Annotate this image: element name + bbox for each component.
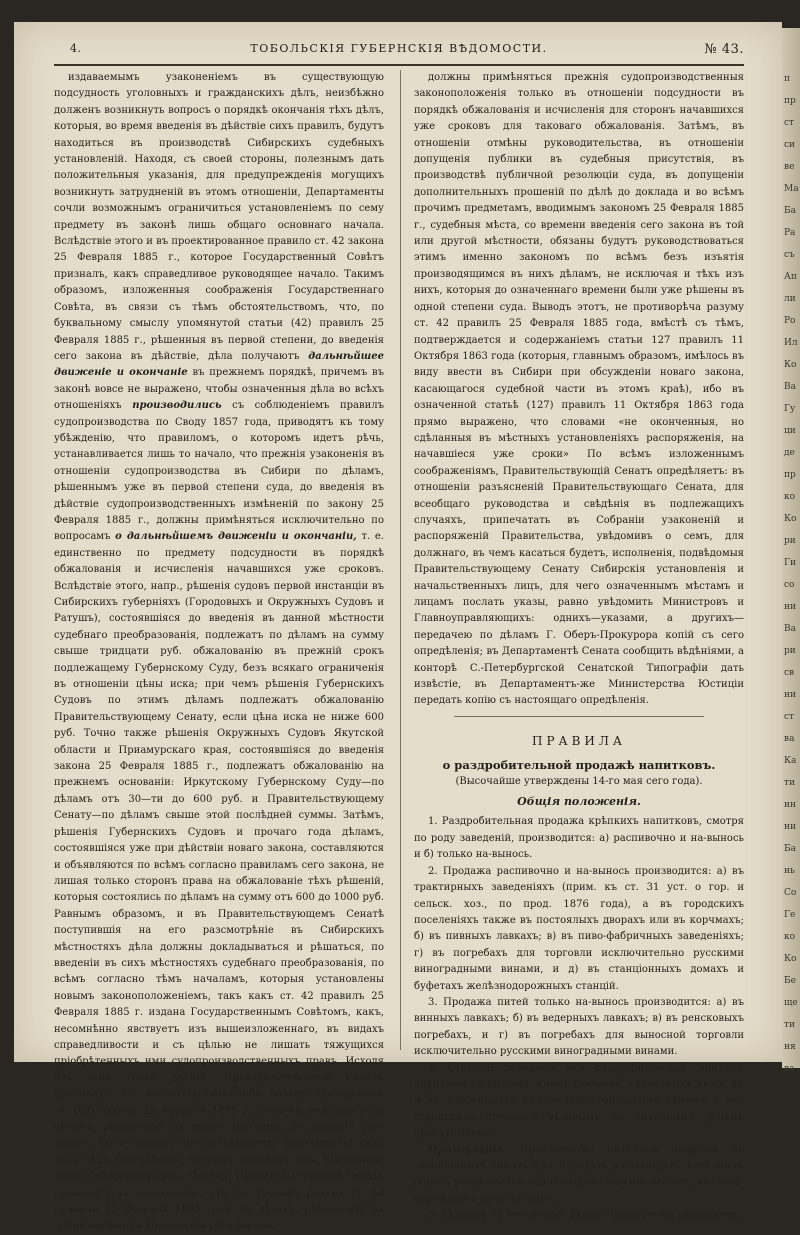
edge-fragment: Ко	[784, 360, 797, 370]
rule-item-2: 2. Продажа распивочно и на-вынось производится: а) въ трактирныхъ заведеніяхъ (прим. къ ст. 31 уст. о гор. и сельск. хоз., по прод. 1876 года), а въ городскихъ поселеніяхъ также въ постоялыхъ дворахъ или въ корчмахъ; б) въ пивныхъ лавкахъ; в) въ пиво-фабричныхъ заведеніяхъ; г) въ погребахъ для торговли исключительно русскими виноградными винами, и д) въ станціонныхъ домахъ и буфетахъ желѣзнодорожныхъ станцій.	[414, 865, 744, 992]
edge-fragment: Ко	[784, 954, 797, 964]
header-rule	[54, 64, 744, 66]
rule-item-4: 4. Открытіе заведеній для раздробительной торговли крѣпкими напитками, кромѣ случаевъ, указанныхъ въ ст. 49 и 50, разрѣшается въ городахъ—городскими думами, а внѣ городскихъ поселеній—уѣзднымъ по питейнымъ дѣламъ присутствіямъ.	[414, 1062, 744, 1140]
edge-fragment: ст	[784, 118, 795, 128]
edge-fragment: де	[784, 448, 795, 458]
edge-fragment: нь	[784, 866, 795, 876]
left-paragraph	[54, 70, 384, 1235]
edge-fragment: ва	[784, 734, 795, 744]
edge-fragment: ня	[784, 1042, 796, 1052]
rule-note	[414, 1143, 744, 1209]
rules-heading: ПРАВИЛА	[531, 733, 626, 748]
newspaper-page	[14, 22, 782, 1232]
left-text-3: съ соблюденіемъ правилъ судопроизводства по Своду 1857 года, приводятъ къ тому убѣжденію, что правиломъ, о которомъ идетъ рѣчь, устанавливается лишь то начало, что прежнія узаконенія въ отношеніи судопроизводства въ Сибири по дѣламъ, рѣшеннымъ уже въ первой степени суда, до введенія въ дѣйствіе судопроизводственныхъ измѣненій по закону 25 Февраля 1885 г., должны примѣняться исключительно по вопросамъ	[54, 400, 384, 543]
note-label: Примѣчаніе.	[428, 1144, 507, 1156]
column-divider	[400, 70, 401, 1050]
right-paragraph: должны примѣняться прежнія судопроизводственныя законоположенія только въ отношеніи подсудности въ порядкѣ обжалованія и исчисленія для сторонъ начавшихся уже сроковъ для таковаго обжалованія. Затѣмъ, въ отношеніи отмѣны руководительства, въ отношеніи допущенія публики въ судебныя присутствія, въ производствѣ публичной резолюціи суда, въ допущеніи дополнительныхъ прошеній по дѣлѣ до доклада и во всѣмъ прочимъ предметамъ, вводимымъ закономъ 25 Февраля 1885 г., судебныя мѣста, со времени введенія сего закона въ той или другой мѣстности, обязаны будутъ руководствоваться этимъ именно закономъ по всѣмъ безъ изъятія производящимся въ нихъ дѣламъ, не исключая и тѣхъ изъ нихъ, которыя до означеннаго времени были уже рѣшены въ одной степени суда. Выводъ этотъ, не противорѣча разуму ст. 42 правилъ 25 Февраля 1885 года, вмѣстѣ съ тѣмъ, подтверждается и содержаніемъ статьи 127 правилъ 11 Октября 1863 года (которыя, главнымъ образомъ, имѣлось въ виду ввести въ Сибири при обсужденіи новаго закона, касающагося судебной части въ этомъ краѣ), ибо въ означенной статьѣ (127) правилъ 11 Октября 1863 года прямо выражено, что словами «не оконченныя, но сдѣланныя въ мѣстныхъ установленіяхъ распоряженія, на начавшіеся уже сроки» По всѣмъ изложеннымъ соображеніямъ, Правительствующій Сенатъ опредѣляетъ: въ отношеніи разъясненій Правительствующаго Сената, для всеобщаго руководства и свѣдѣнія въ подлежащихъ случаяхъ, припечатать въ Собраніи узаконеній и распоряженій Правительства, увѣдомивъ о семъ, для должнаго, въ чемъ касаться будетъ, исполненія, подвѣдомыя Правительствующему Сенату Сибирскія установленія и начальственныхъ лицъ, для чего означеннымъ мѣстамъ и лицамъ послать указы, равно увѣдомить Министровъ и Главноуправляющихъ: однихъ—указами, а другихъ—передачею по дѣламъ Г. Оберъ-Прокурора копій съ сего опредѣленія; въ Департаментѣ Сената сообщить вѣдѣніями, а конторѣ С.-Петербургской Сенатской Типографіи дать извѣстіе, въ Департаментъ-же Министерства Юстиціи передать копію съ настоящаго опредѣленія.	[414, 72, 744, 707]
edge-fragment: ко	[784, 932, 796, 942]
edge-fragment: пр	[784, 96, 796, 106]
edge-fragment: ко	[784, 492, 796, 502]
edge-fragment: Ро	[784, 316, 796, 326]
edge-fragment: Ка	[784, 756, 797, 766]
right-column	[414, 70, 744, 1225]
edge-fragment: св	[784, 668, 795, 678]
edge-fragment: Ги	[784, 558, 796, 568]
edge-fragment: ни	[784, 602, 796, 612]
rule-item-1: 1. Раздробительная продажа крѣпкихъ напитковъ, смотря по роду заведеній, производится: а) распивочно и на-вынось и б) только на-вынось.	[414, 816, 744, 861]
edge-fragment: ци	[784, 426, 796, 436]
rules-approval: (Высочайше утверждены 14-го мая сего года).	[455, 775, 703, 787]
edge-fragment: си	[784, 140, 796, 150]
edge-fragment: ва	[784, 1064, 795, 1074]
rules-subtitle: о раздробительной продажѣ напитковъ.	[442, 758, 716, 773]
edge-fragment: ни	[784, 690, 796, 700]
edge-fragment: со	[784, 580, 795, 590]
edge-fragment: Ва	[784, 624, 796, 634]
edge-fragment: ще	[784, 998, 798, 1008]
left-text-1: издаваемымъ узаконеніемъ въ существующую подсудность уголовныхъ и гражданскихъ дѣлъ, неизбѣжно долженъ возникнуть вопросъ о порядкѣ окончанія тѣхъ дѣлъ, которыя, во время введенія въ дѣйствіе сихъ правилъ, будутъ находиться въ производствѣ Сибирскихъ судебныхъ установленій. Находя, съ своей стороны, полезнымъ дать положительныя указанія, для предупрежденія могущихъ возникнуть затрудненій въ этомъ отношеніи, Департаменты сочли возможнымъ ограничиться установленіемъ по сему предмету въ законѣ лишь общаго основнаго начала. Вслѣдствіе этого и въ проектированное правило ст. 42 закона 25 Февраля 1885 г., которое Государственный Совѣтъ призналъ, какъ справедливое руководящее начало. Такимъ образомъ, изложенныя соображенія Государственнаго Совѣта, въ связи съ тѣмъ обстоятельствомъ, что, по буквальному смыслу упомянутой статьи (42) правилъ 25 Февраля 1885 г., рѣшенныя въ первой степени, до введенія сего закона въ дѣйствіе, дѣла получаютъ	[54, 72, 384, 362]
left-emphasis-1: дальнѣйшее движеніе и окончаніе	[54, 350, 384, 379]
edge-fragment: Ил	[784, 338, 798, 348]
edge-fragment: Гу	[784, 404, 796, 414]
adjacent-page-edge	[782, 28, 800, 1074]
rule-item-3: 3. Продажа питей только на-вынось производится: а) въ винныхъ лавкахъ; б) въ ведерныхъ лавкахъ; в) въ ренсковыхъ погребахъ, и г) въ погребахъ для выносной торговли исключительно русскими виноградными винами.	[414, 996, 744, 1058]
rule-item-5: 5. Уѣздныя по питейнымъ дѣламъ присутствія образуются,	[428, 1210, 743, 1222]
newspaper-title: ТОБОЛЬСКІЯ ГУБЕРНСКІЯ ВѢДОМОСТИ.	[250, 42, 548, 55]
edge-fragment: ти	[784, 778, 795, 788]
left-emphasis-2: производились	[132, 400, 222, 412]
edge-fragment: ти	[784, 1020, 795, 1030]
edge-fragment: Со	[784, 888, 797, 898]
issue-number: № 43.	[704, 42, 744, 57]
section-title: Общія положенія.	[517, 795, 641, 809]
edge-fragment: Ап	[784, 272, 797, 282]
page-number: 4.	[70, 42, 82, 55]
edge-fragment: пр	[784, 470, 796, 480]
left-column	[54, 70, 384, 1235]
edge-fragment: Ма	[784, 184, 799, 194]
edge-fragment: ве	[784, 162, 795, 172]
edge-fragment: Ва	[784, 382, 796, 392]
edge-fragment: Ге	[784, 910, 796, 920]
left-text-4: т. е. единственно по предмету подсудности въ порядкѣ обжалованія и исчисленія начавшихся уже сроковъ. Вслѣдствіе этого, напр., рѣшенія судовъ первой инстанціи въ Сибирскихъ губерніяхъ (Городовыхъ и Окружныхъ Судовъ и Ратушъ), состоявшіяся до введенія въ данной мѣстности судебнаго преобразованія, подлежатъ по дѣламъ на сумму свыше тридцати руб. обжалованію въ прежній срокъ подлежащему Губернскому Суду, безъ всякаго ограниченія въ отношеніи цѣны иска; при чемъ рѣшенія Губернскихъ Судовъ по этимъ дѣламъ подлежатъ обжалованію Правительствующему Сенату, если цѣна иска не ниже 600 руб. Точно также рѣшенія Окружныхъ Судовъ Якутской области и Приамурскаго края, состоявшіяся до введенія закона 25 Февраля 1885 г., подлежатъ обжалованію на прежнемъ основаніи: Иркутскому Губернскому Суду—по дѣламъ отъ 30—ти до 600 руб. и Правительствующему Сенату—по дѣламъ свыше этой послѣдней суммы. Затѣмъ, рѣшенія Губернскихъ Судовъ и прочаго года дѣламъ, состоявшіяся уже при дѣйствіи новаго закона, составляются и объявляются по всѣмъ согласно правиламъ сего закона, не лишая только сторонъ права на обжалованіе тѣхъ рѣшеній, которыя состоялись по дѣламъ на сумму отъ 600 до 1000 руб. Равнымъ образомъ, и въ Правительствующемъ Сенатѣ поступившія на его разсмотрѣніе въ Сибирскихъ мѣстностяхъ дѣла должны докладываться и рѣшаться, по введеніи въ сихъ мѣстностяхъ судебнаго преобразованія, по всѣмъ согласно тѣмъ началамъ, которыя установлены новымъ законоположеніемъ, такъ какъ ст. 42 правилъ 25 Февраля 1885 г. издана Государственнымъ Совѣтомъ, какъ, несомнѣнно явствуетъ изъ вышеизложеннаго, въ видахъ справедливости и съ цѣлью не лишать тяжущихся пріобрѣтенныхъ ими судопроизводственныхъ правъ. Исходя изъ этой точки зрѣнія, Правительствующій Сенатъ признаетъ, что несоотвѣтствовало-бы разуму приведенной ст. (42) закона 25 Февраля 1885 г., если-бы тяжущіеся по дѣламъ, рѣшеннымъ въ одной инстанціи до введенія сего закона, были лишены при дальнѣйшемъ производствѣ сихъ дѣлъ тѣхъ благодѣяній, которыя даровалъ имъ Высочайше вновь Сибирскому краю. Посему, Правительствующій Сенатъ приходитъ къ заключенію, что, по точному разуму ст. 42 правилъ 25 Февраля 1885 года, въ дѣлахъ, рѣшенныхъ въ одной инстанціи до введенія сего закона,	[54, 531, 384, 1232]
edge-fragment: ни	[784, 822, 796, 832]
section-separator	[454, 716, 704, 717]
edge-fragment: ри	[784, 646, 796, 656]
note-text: Производство питейной продажи въ станціонныхъ домахъ и въ буфетахъ на станціяхъ желѣзныхъ дорогъ разрѣшается подлежащимъ почтовымъ или желѣзно-дорожнымъ начальствомъ.	[414, 1144, 744, 1205]
edge-fragment: Ба	[784, 844, 796, 854]
left-text-2: въ прежнемъ порядкѣ, причемъ въ законѣ вовсе не выражено, чтобы означенныя дѣла во всѣхъ отношеніяхъ	[54, 367, 384, 412]
edge-fragment: ст	[784, 712, 795, 722]
edge-fragment: ин	[784, 800, 796, 810]
left-emphasis-3: о дальнѣйшемъ движеніи и окончаніи,	[115, 531, 357, 543]
edge-fragment: Ба	[784, 206, 796, 216]
edge-fragment: ри	[784, 536, 796, 546]
edge-fragment: п	[784, 74, 790, 84]
edge-fragment: ли	[784, 294, 796, 304]
edge-fragment: Ко	[784, 514, 797, 524]
edge-fragment: Бе	[784, 976, 796, 986]
running-head	[54, 42, 744, 62]
edge-fragment: Ра	[784, 228, 796, 238]
edge-fragment: съ	[784, 250, 795, 260]
